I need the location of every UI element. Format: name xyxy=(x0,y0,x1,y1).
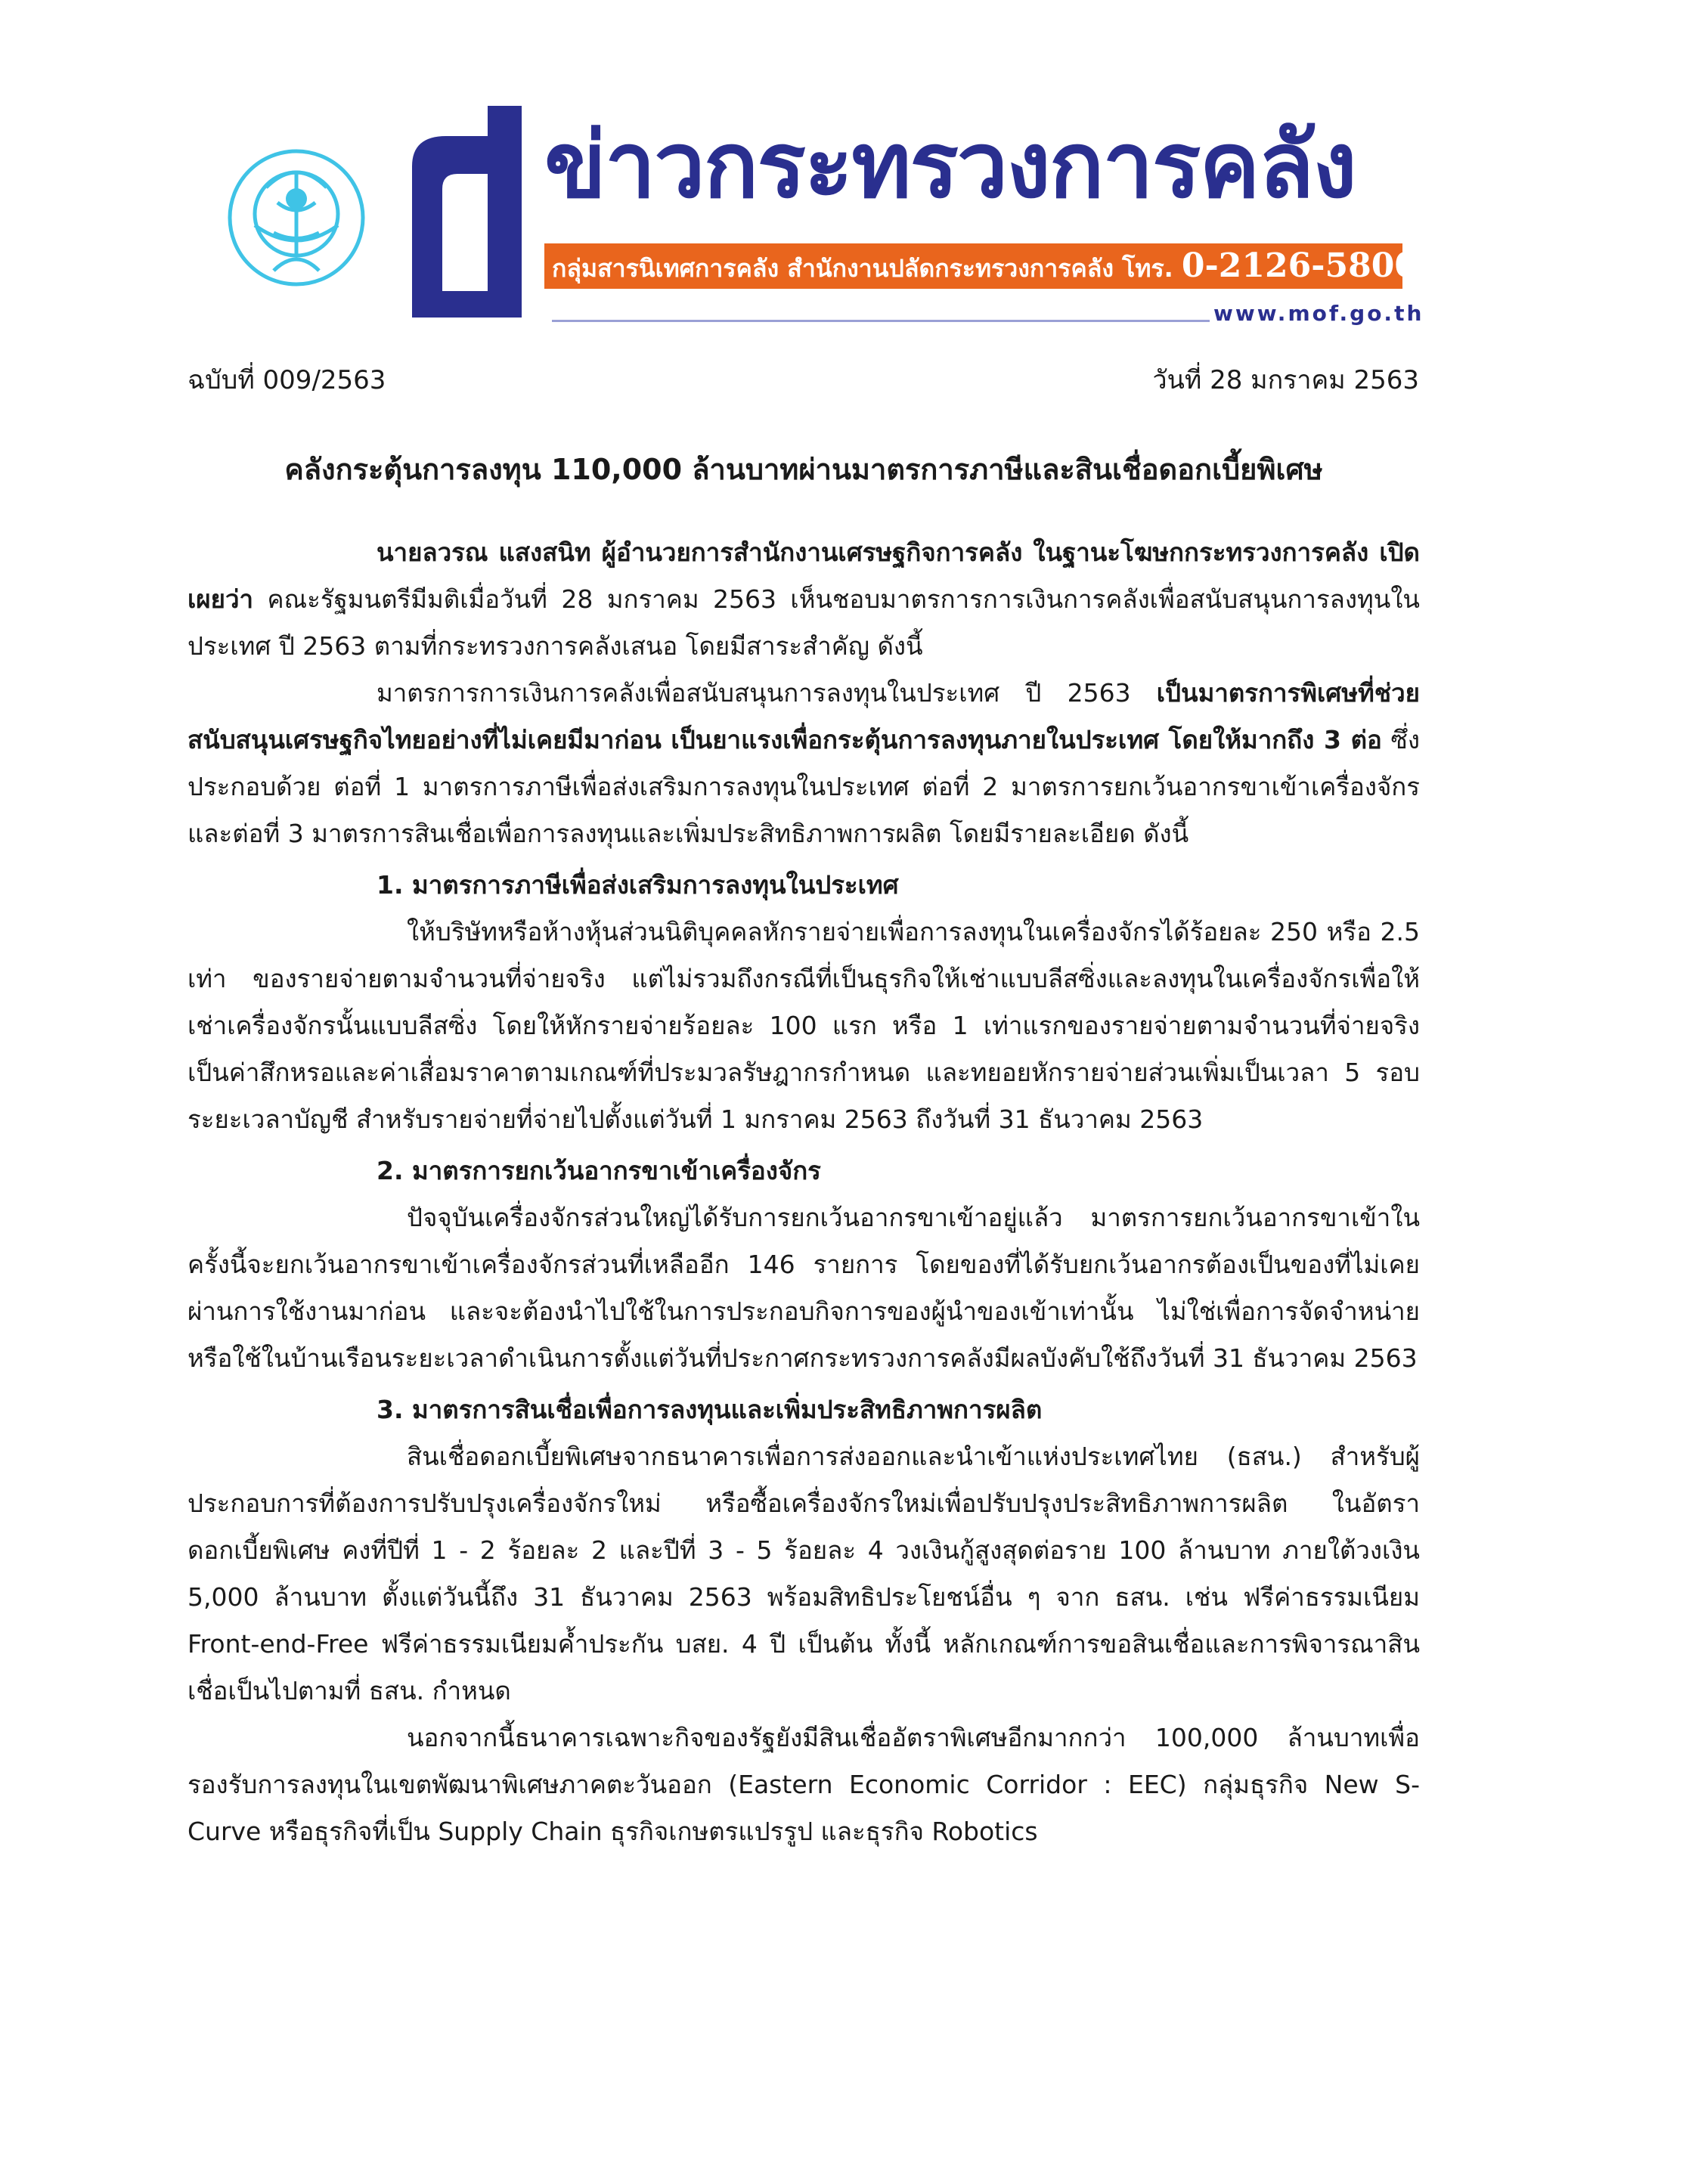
document-date: วันที่ 28 มกราคม 2563 xyxy=(1152,365,1419,395)
intro-paragraph xyxy=(187,529,1420,670)
document-body xyxy=(187,529,1420,1855)
website-link[interactable]: www.mof.go.th xyxy=(1213,301,1424,326)
fax-number: 0-2273-9763 xyxy=(1517,254,1689,283)
overview-paragraph xyxy=(187,670,1420,857)
intro-bold-lead: นายลวรณ แสงสนิท ผู้อำนวยการสำนักงานเศรษฐกิจการคลัง ในฐานะโฆษกกระทรวงการคลัง เปิดเผยว่า xyxy=(187,537,1420,614)
document-number: ฉบับที่ 009/2563 xyxy=(187,365,386,395)
fax-label: โทรสาร xyxy=(1426,254,1510,283)
overview-bold: เป็นมาตรการพิเศษที่ช่วยสนับสนุนเศรษฐกิจไทยอย่างที่ไม่เคยมีมาก่อน เป็นยาแรงเพื่อกระตุ้นการลงทุนภายในประเทศ โดยให้มากถึง 3 ต่อ xyxy=(187,678,1420,754)
section-1-paragraph: ให้บริษัทหรือห้างหุ้นส่วนนิติบุคคลหักรายจ่ายเพื่อการลงทุนในเครื่องจักรได้ร้อยละ 250 หรือ 2.5 เท่า ของรายจ่ายตามจำนวนที่จ่ายจริง แต่ไม่รวมถึงกรณีที่เป็นธุรกิจให้เช่าแบบลีสซิ่งและลงทุนในเครื่องจักรเพื่อให้เช่าเครื่องจักรนั้นแบบลีสซิ่ง โดยให้หักรายจ่ายร้อยละ 100 แรก หรือ 1 เท่าแรกของรายจ่ายตามจำนวนที่จ่ายจริง เป็นค่าสึกหรอและค่าเสื่อมราคาตามเกณฑ์ที่ประมวลรัษฎากรกำหนด และทยอยหักรายจ่ายส่วนเพิ่มเป็นเวลา 5 รอบระยะเวลาบัญชี สำหรับรายจ่ายที่จ่ายไปตั้งแต่วันที่ 1 มกราคม 2563 ถึงวันที่ 31 ธันวาคม 2563 xyxy=(187,917,1420,1134)
page-title: คลังกระตุ้นการลงทุน 110,000 ล้านบาทผ่านมาตรการภาษีและสินเชื่อดอกเบี้ยพิเศษ xyxy=(284,453,1323,486)
section-heading-3: 3. มาตรการสินเชื่อเพื่อการลงทุนและเพิ่มประสิทธิภาพการผลิต xyxy=(377,1395,1043,1424)
phone-label: โทร. xyxy=(1122,254,1173,283)
phone-number: 0-2126-5800 xyxy=(1181,246,1418,285)
garuda-emblem-icon xyxy=(221,142,372,293)
section-heading-2: 2. มาตรการยกเว้นอากรขาเข้าเครื่องจักร xyxy=(377,1156,821,1185)
contact-bar xyxy=(544,243,1689,289)
header-divider xyxy=(552,320,1210,322)
masthead-title: ข่าวกระทรวงการคลัง xyxy=(544,113,1356,218)
section-3-paragraph-2: นอกจากนี้ธนาคารเฉพาะกิจของรัฐยังมีสินเชื่ออัตราพิเศษอีกมากกว่า 100,000 ล้านบาทเพื่อรองรับการลงทุนในเขตพัฒนาพิเศษภาคตะวันออก (Eastern Economic Corridor : EEC) กลุ่มธุรกิจ New S-Curve หรือธุรกิจที่เป็น Supply Chain ธุรกิจเกษตรแปรรูป และธุรกิจ Robotics xyxy=(187,1723,1420,1846)
masthead-header xyxy=(0,0,1689,340)
section-3-paragraph-1: สินเชื่อดอกเบี้ยพิเศษจากธนาคารเพื่อการส่งออกและนำเข้าแห่งประเทศไทย (ธสน.) สำหรับผู้ประกอบการที่ต้องการปรับปรุงเครื่องจักรใหม่ หรือซื้อเครื่องจักรใหม่เพื่อปรับปรุงประสิทธิภาพการผลิต ในอัตราดอกเบี้ยพิเศษ คงที่ปีที่ 1 - 2 ร้อยละ 2 และปีที่ 3 - 5 ร้อยละ 4 วงเงินกู้สูงสุดต่อราย 100 ล้านบาท ภายใต้วงเงิน 5,000 ล้านบาท ตั้งแต่วันนี้ถึง 31 ธันวาคม 2563 พร้อมสิทธิประโยชน์อื่น ๆ จาก ธสน. เช่น ฟรีค่าธรรมเนียม Front-end-Free ฟรีค่าธรรมเนียมค้ำประกัน บสย. 4 ปี เป็นต้น ทั้งนี้ หลักเกณฑ์การขอสินเชื่อและการพิจารณาสินเชื่อเป็นไปตามที่ ธสน. กำหนด xyxy=(187,1442,1420,1705)
overview-text-before: มาตรการการเงินการคลังเพื่อสนับสนุนการลงทุนในประเทศ ปี 2563 xyxy=(377,678,1157,708)
intro-text: คณะรัฐมนตรีมีมติเมื่อวันที่ 28 มกราคม 2563 เห็นชอบมาตรการการเงินการคลังเพื่อสนับสนุนการลงทุนในประเทศ ปี 2563 ตามที่กระทรวงการคลังเสนอ โดยมีสาระสำคัญ ดังนี้ xyxy=(187,584,1420,661)
overview-text-after: ซึ่งประกอบด้วย ต่อที่ 1 มาตรการภาษีเพื่อส่งเสริมการลงทุนในประเทศ ต่อที่ 2 มาตรการยกเว้นอากรขาเข้าเครื่องจักร และต่อที่ 3 มาตรการสินเชื่อเพื่อการลงทุนและเพิ่มประสิทธิภาพการผลิต โดยมีรายละเอียด ดังนี้ xyxy=(187,725,1420,848)
department-text: กลุ่มสารนิเทศการคลัง สำนักงานปลัดกระทรวงการคลัง xyxy=(552,254,1114,283)
section-heading-1: 1. มาตรการภาษีเพื่อส่งเสริมการลงทุนในประเทศ xyxy=(377,870,899,900)
masthead-large-letter-icon xyxy=(412,106,525,333)
section-2-paragraph: ปัจจุบันเครื่องจักรส่วนใหญ่ได้รับการยกเว้นอากรขาเข้าอยู่แล้ว มาตรการยกเว้นอากรขาเข้าในครั้งนี้จะยกเว้นอากรขาเข้าเครื่องจักรส่วนที่เหลืออีก 146 รายการ โดยของที่ได้รับยกเว้นอากรต้องเป็นของที่ไม่เคยผ่านการใช้งานมาก่อน และจะต้องนำไปใช้ในการประกอบกิจการของผู้นำของเข้าเท่านั้น ไม่ใช่เพื่อการจัดจำหน่ายหรือใช้ในบ้านเรือนระยะเวลาดำเนินการตั้งแต่วันที่ประกาศกระทรวงการคลังมีผลบังคับใช้ถึงวันที่ 31 ธันวาคม 2563 xyxy=(187,1203,1420,1373)
